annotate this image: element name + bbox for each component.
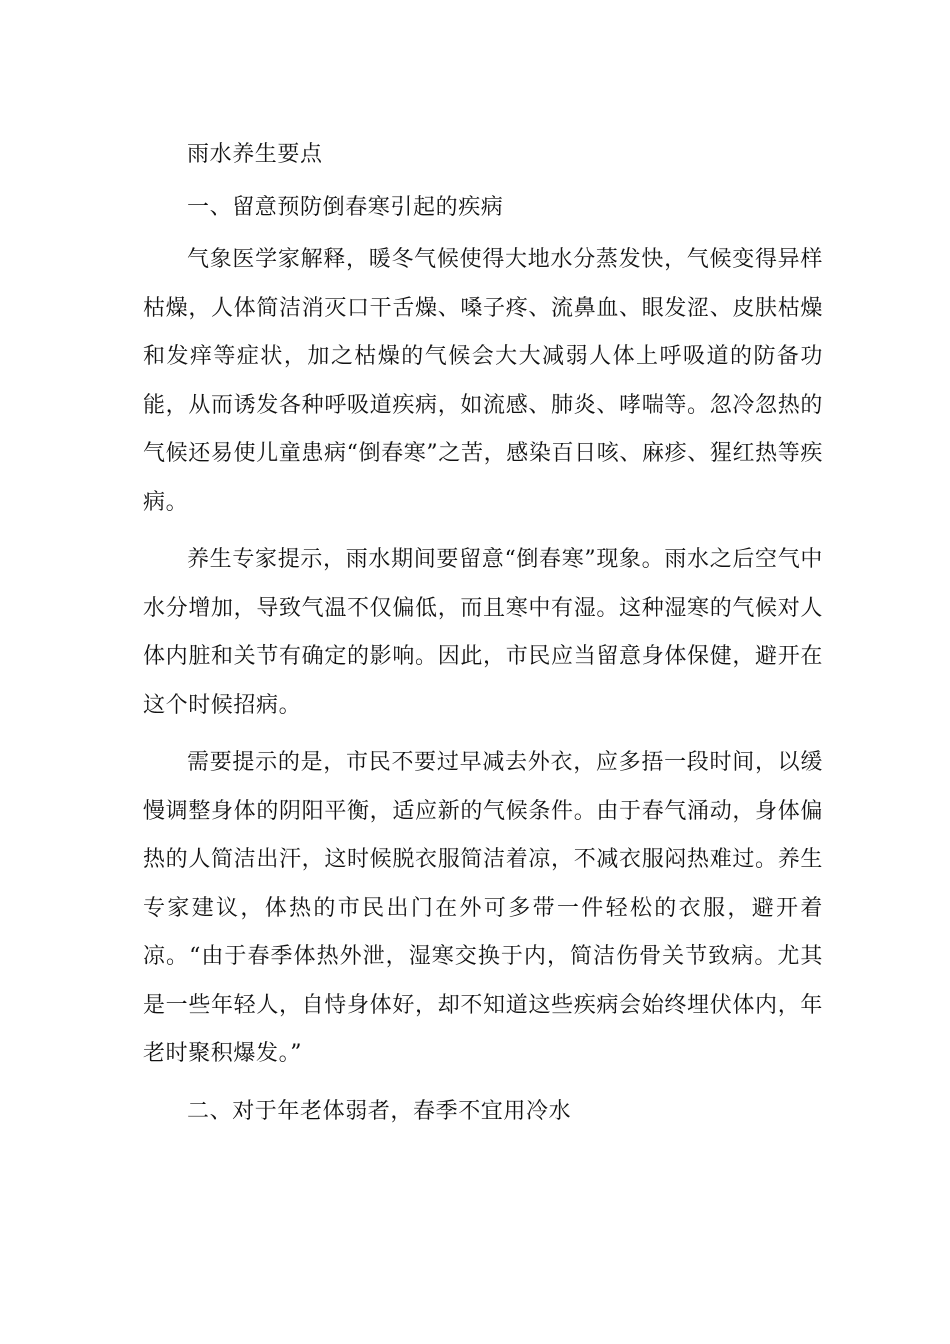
paragraph-2: 养生专家提示，雨水期间要留意“倒春寒”现象。雨水之后空气中水分增加，导致气温不仅偏低，而且寒中有湿。这种湿寒的气候对人体内脏和关节有确定的影响。因此，市民应当留意身体保健，避开在这个时候招病。 [143, 547, 823, 718]
document-title: 雨水养生要点 [187, 142, 323, 167]
paragraph-3: 需要提示的是，市民不要过早减去外衣，应多捂一段时间，以缓慢调整身体的阴阳平衡，适应新的气候条件。由于春气涌动，身体偏热的人简洁出汗，这时候脱衣服简洁着凉，不减衣服闷热难过。养生专家建议，体热的市民出门在外可多带一件轻松的衣服，避开着凉。“由于春季体热外泄，湿寒交换于内，简洁伤骨关节致病。尤其是一些年轻人，自恃身体好，却不知道这些疾病会始终埋伏体内，年老时聚积爆发。” [143, 750, 823, 1066]
section-1-heading: 一、留意预防倒春寒引起的疾病 [187, 194, 504, 220]
section-2-heading: 二、对于年老体弱者，春季不宜用冷水 [187, 1098, 572, 1124]
paragraph-1: 气象医学家解释，暖冬气候使得大地水分蒸发快，气候变得异样枯燥，人体简洁消灭口干舌燥、嗓子疼、流鼻血、眼发涩、皮肤枯燥和发痒等症状，加之枯燥的气候会大大减弱人体上呼吸道的防备功能，从而诱发各种呼吸道疾病，如流感、肺炎、哮喘等。忽冷忽热的气候还易使儿童患病“倒春寒”之苦，感染百日咳、麻疹、猩红热等疾病。 [143, 247, 823, 515]
document-body [143, 131, 823, 1140]
